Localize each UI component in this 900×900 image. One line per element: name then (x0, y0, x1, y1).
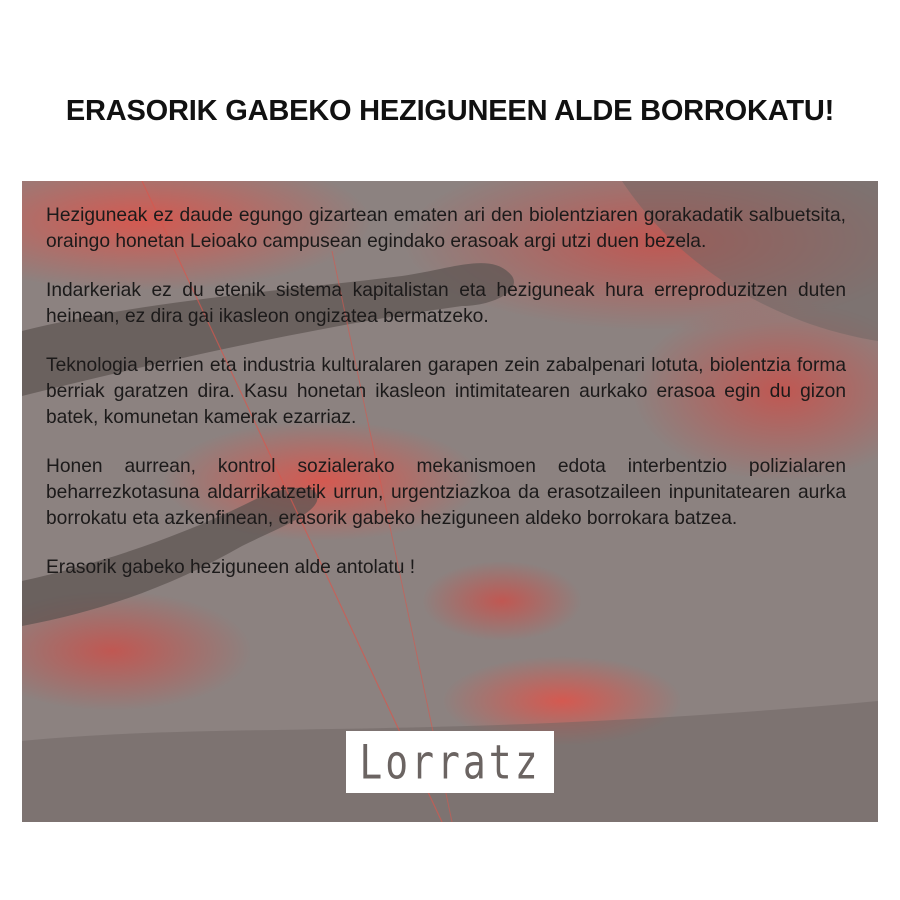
page-title: ERASORIK GABEKO HEZIGUNEEN ALDE BORROKATU! (65, 95, 835, 127)
paragraph-2: Indarkeriak ez du etenik sistema kapitalistan eta heziguneak hura erreproduzitzen duten heinean, ez dira gai ikasleon ongizatea bermatzeko. (46, 280, 846, 327)
lorratz-logo (346, 731, 554, 793)
paragraph-3: Teknologia berrien eta industria kulturalaren garapen zein zabalpenari lotuta, biolentzia forma berriak garatzen dira. Kasu honetan ikasleon intimitatearen aurkako erasoa egin du gizon batek, komunetan kamerak ezarriaz. (46, 355, 846, 428)
paragraph-4: Honen aurrean, kontrol sozialerako mekanismoen edota interbentzio polizialaren beharrezkotasuna aldarrikatzetik urrun, urgentziazkoa da erasotzaileen inpunitatearen aurka borrokatu eta azkenfinean, erasorik gabeko heziguneen aldeko borrokara batzea. (46, 456, 846, 529)
statement-text (46, 203, 846, 604)
paragraph-5: Erasorik gabeko heziguneen alde antolatu ! (46, 557, 416, 578)
poster-panel (22, 181, 878, 822)
logo-text: Lorratz (359, 734, 541, 790)
paragraph-1: Heziguneak ez daude egungo gizartean ematen ari den biolentziaren gorakadatik salbuetsita, oraingo honetan Leioako campusean egindako erasoak argi utzi duen bezela. (46, 205, 846, 252)
